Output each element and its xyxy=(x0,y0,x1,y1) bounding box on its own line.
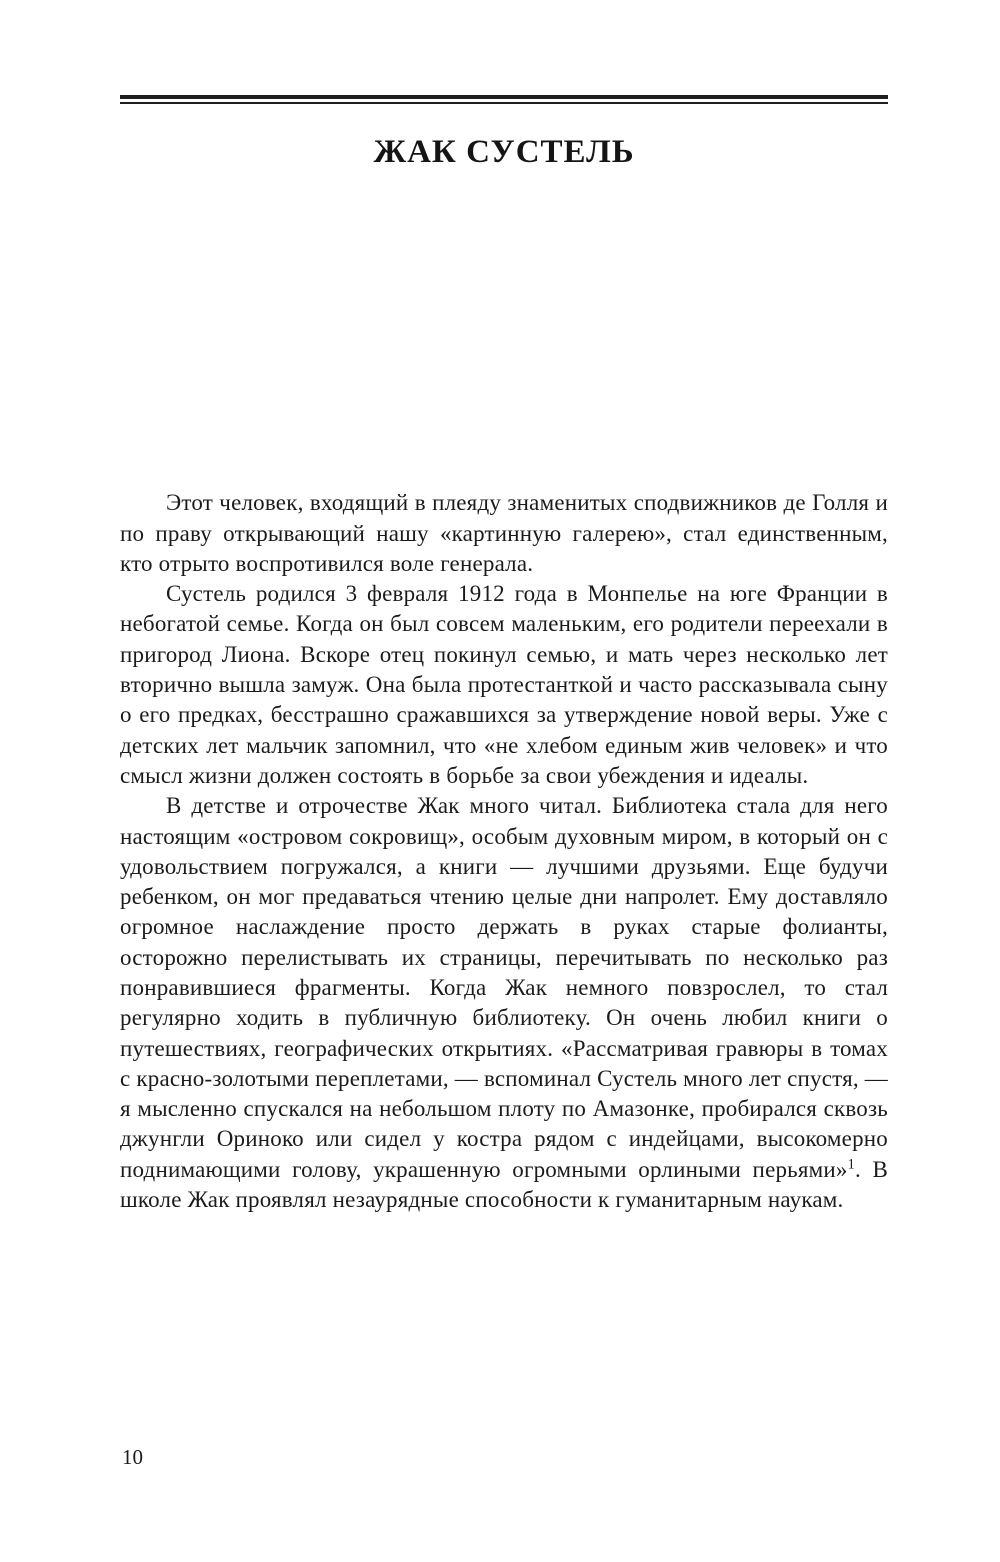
header-double-rule xyxy=(120,95,888,104)
paragraph: Этот человек, входящий в плеяду знаменитых сподвижников де Голля и по праву открывающий нашу «картинную галерею», стал единственным, кто отрыто воспротивился воле генерала. xyxy=(120,490,888,576)
chapter-title: ЖАК СУСТЕЛЬ xyxy=(373,134,635,170)
paragraph: Сустель родился 3 февраля 1912 года в Монпелье на юге Франции в небогатой семье. Когда он был совсем маленьким, его родители переехали в пригород Лиона. Вскоре отец покинул семью, и мать через несколько лет вторично вышла замуж. Она была протестанткой и часто рассказывала сыну о его предках, бесстрашно сражавшихся за утверждение новой веры. Уже с детских лет мальчик запомнил, что «не хлебом единым жив человек» и что смысл жизни должен состоять в борьбе за свои убеждения и идеалы. xyxy=(120,581,888,788)
paragraph: В детстве и отрочестве Жак много читал. Библиотека стала для него настоящим «островом сокровищ», особым духовным миром, в который он с удовольствием погружался, а книги — лучшими друзьями. Еще будучи ребенком, он мог предаваться чтению целые дни напролет. Ему доставляло огромное наслаждение просто держать в руках старые фолианты, осторожно перелистывать их страницы, перечитывать по несколько раз понравившиеся фрагменты. Когда Жак немного повзрослел, то стал регулярно ходить в публичную библиотеку. Он очень любил книги о путешествиях, географических открытиях. «Рассматривая гравюры в томах с красно-золотыми переплетами, — вспоминал Сустель много лет спустя, — я мысленно спускался на небольшом плоту по Амазонке, пробирался сквозь джунгли Ориноко или сидел у костра рядом с индейцами, высокомерно поднимающими голову, украшенную огромными орлиными перьями»$^1$. В школе Жак проявлял незаурядные способности к гуманитарным наукам. xyxy=(120,793,889,1213)
page-number: 10 xyxy=(122,1445,143,1469)
body-text xyxy=(120,488,888,1215)
footnote-marker: 1 xyxy=(847,1156,855,1173)
